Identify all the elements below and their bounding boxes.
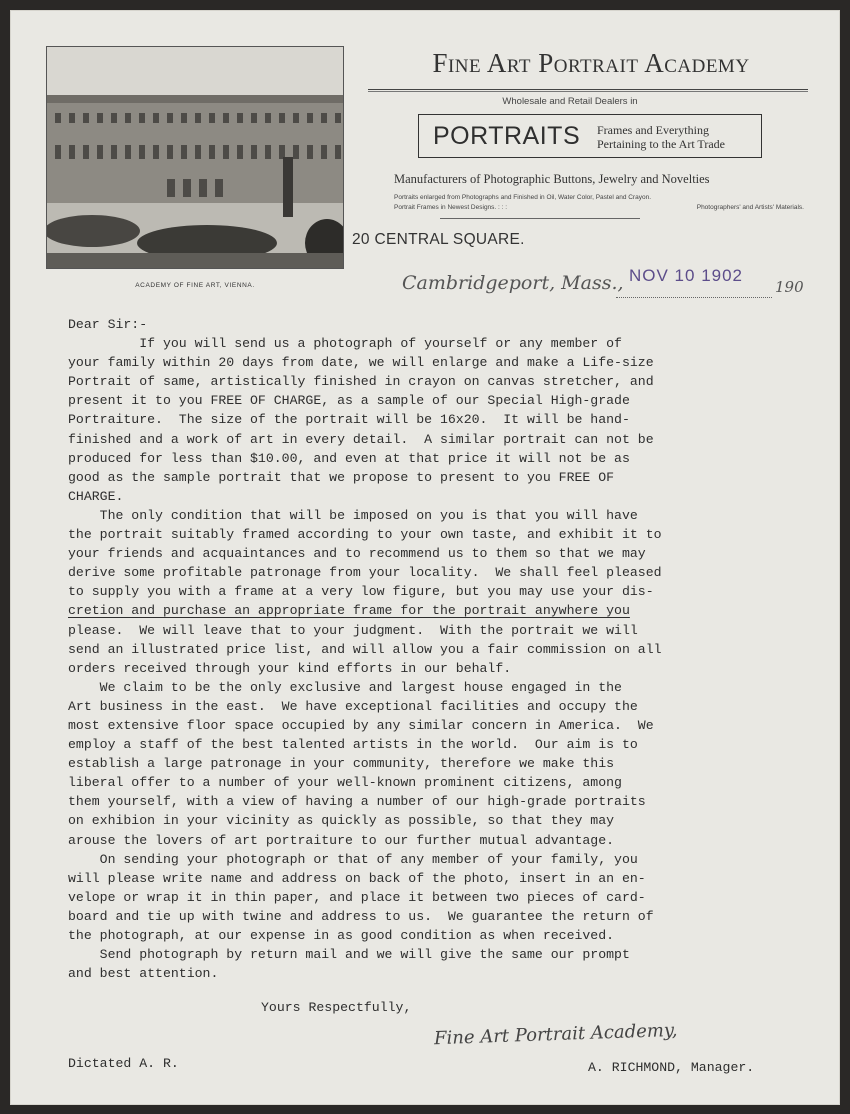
photo-caption: ACADEMY OF FINE ART, VIENNA.: [135, 282, 255, 289]
body-line: We claim to be the only exclusive and largest house engaged in the: [68, 679, 622, 695]
street-address: 20 CENTRAL SQUARE.: [352, 231, 525, 248]
body-line: the portrait suitably framed according to your own taste, and exhibit it to: [68, 527, 662, 543]
body-line: your family within 20 days from date, we will enlarge and make a Life-size: [68, 355, 654, 371]
portraits-subtitle-1: Frames and Everything: [597, 123, 709, 137]
portraits-word: PORTRAITS: [433, 122, 581, 150]
body-line: Art business in the east. We have exceptional facilities and occupy the: [68, 698, 638, 714]
body-line: please. We will leave that to your judgment. With the portrait we will: [68, 622, 638, 638]
body-line: Portraiture. The size of the portrait will be 16x20. It will be hand-: [68, 412, 630, 428]
body-line: produced for less than $10.00, and even at that price it will not be as: [68, 450, 630, 466]
frames-line-left: Portrait Frames in Newest Designs. : : :: [394, 204, 508, 211]
body-line: derive some profitable patronage from your locality. We shall feel pleased: [68, 565, 662, 581]
frames-line-right: Photographers' and Artists' Materials.: [696, 204, 804, 211]
signature: Fine Art Portrait Academy,: [433, 1019, 678, 1050]
manufacturers-line: Manufacturers of Photographic Buttons, Jewelry and Novelties: [394, 172, 710, 186]
portraits-subtitle-2: Pertaining to the Art Trade: [597, 137, 725, 151]
body-line: The only condition that will be imposed on you is that you will have: [68, 507, 638, 523]
year-prefix: 190: [775, 278, 804, 296]
body-line: your friends and acquaintances and to recommend us to them so that we may: [68, 546, 646, 562]
services-line: Portraits enlarged from Photographs and Finished in Oil, Water Color, Pastel and Crayon.: [394, 194, 651, 201]
title-rule: [368, 89, 808, 92]
date-stamp: NOV 10 1902: [629, 266, 744, 285]
body-line: send an illustrated price list, and will allow you a fair commission on all: [68, 641, 662, 657]
letter-body: [68, 315, 828, 983]
letterhead-divider: [440, 218, 640, 219]
letter-sheet: [10, 10, 840, 1105]
body-line-underlined: cretion and purchase an appropriate frame for the portrait anywhere you: [68, 603, 630, 619]
frames-line: [394, 204, 804, 211]
manager-name: A. RICHMOND, Manager.: [588, 1060, 755, 1075]
body-line: If you will send us a photograph of yourself or any member of: [68, 336, 622, 352]
body-line: on exhibion in your vicinity as quickly as possible, so that they may: [68, 813, 615, 829]
body-line: liberal offer to a number of your well-known prominent citizens, among: [68, 775, 622, 791]
company-name: Fine Art Portrait Academy: [432, 48, 750, 78]
body-line: good as the sample portrait that we propose to present to you FREE OF: [68, 469, 615, 485]
salutation: Dear Sir:-: [68, 317, 148, 332]
body-line: establish a large patronage in your community, therefore we make this: [68, 756, 615, 772]
city-line: Cambridgeport, Mass.,: [402, 272, 624, 294]
body-line: board and tie up with twine and address to us. We guarantee the return of: [68, 908, 654, 924]
body-line: and best attention.: [68, 966, 219, 982]
body-line: orders received through your kind efforts in our behalf.: [68, 660, 512, 676]
body-line: employ a staff of the best talented artists in the world. Our aim is to: [68, 737, 638, 753]
portraits-banner: [418, 114, 762, 158]
body-line: the photograph, at our expense in as good condition as when received.: [68, 928, 615, 943]
body-line: Send photograph by return mail and we will give the same our prompt: [68, 947, 630, 963]
closing: Yours Respectfully,: [261, 1000, 412, 1015]
body-line: to supply you with a frame at a very low figure, but you may use your dis-: [68, 584, 654, 600]
dictated-by: Dictated A. R.: [68, 1056, 179, 1071]
body-line: finished and a work of art in every detail. A similar portrait can not be: [68, 431, 654, 447]
body-line: them yourself, with a view of having a number of our high-grade portraits: [68, 794, 646, 810]
body-line: most extensive floor space occupied by any similar concern in America. We: [68, 717, 654, 733]
body-line: CHARGE.: [68, 488, 124, 504]
body-line: On sending your photograph or that of any member of your family, you: [68, 851, 638, 867]
date-dotted-line: [616, 297, 772, 298]
academy-building-photo: [46, 46, 344, 269]
body-line: present it to you FREE OF CHARGE, as a sample of our Special High-grade: [68, 393, 630, 409]
body-line: Portrait of same, artistically finished in crayon on canvas stretcher, and: [68, 374, 654, 390]
body-line: will please write name and address on back of the photo, insert in an en-: [68, 870, 646, 886]
body-line: velope or wrap it in thin paper, and place it between two pieces of card-: [68, 889, 646, 905]
body-line: arouse the lovers of art portraiture to our further mutual advantage.: [68, 832, 615, 848]
dealers-line: Wholesale and Retail Dealers in: [502, 96, 638, 107]
